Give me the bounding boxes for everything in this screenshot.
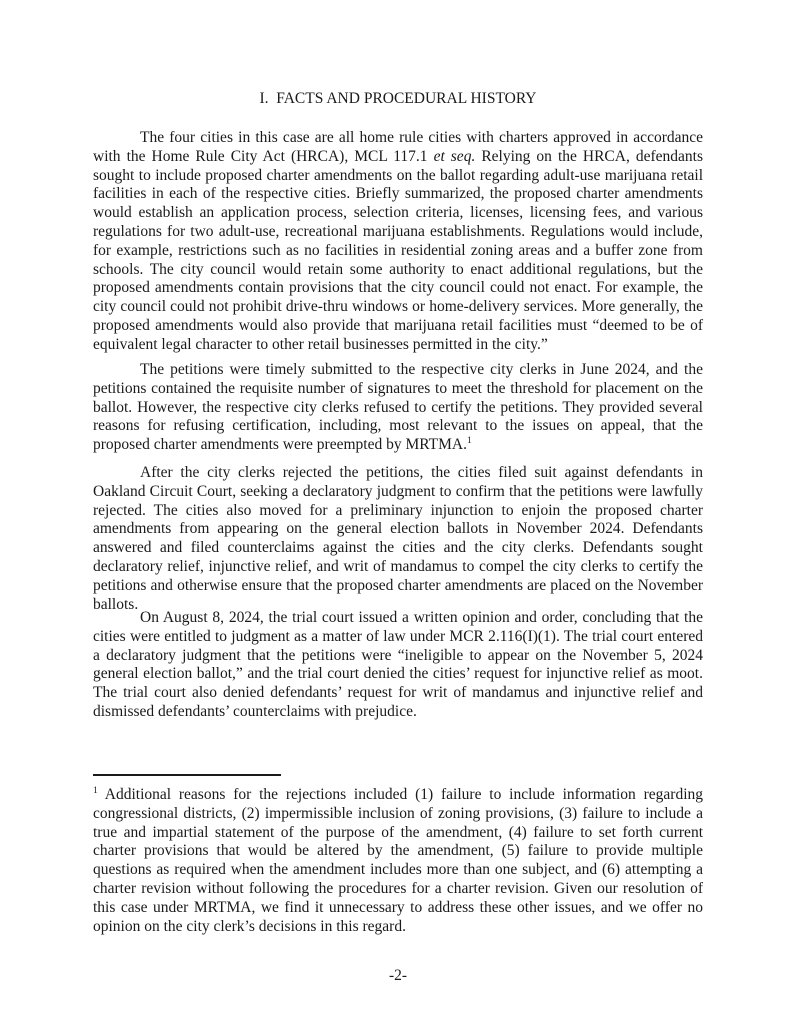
body-paragraph-2: The petitions were timely submitted to the respective city clerks in June 2024, and the petitions contained the requisite number of signatures to meet the threshold for placement on the ballot. However, the respective city clerks refused to certify the petitions. They provided several reasons for refusing certification, including, most relevant to the issues on appeal, that the proposed charter amendments were preempted by MRTMA.$^1$ [93, 361, 703, 454]
footnote-separator [93, 774, 281, 776]
body-paragraph-4: On August 8, 2024, the trial court issued a written opinion and order, concluding that the cities were entitled to judgment as a matter of law under MCR 2.116(I)(1). The trial court entered a declaratory judgment that the petitions were “ineligible to appear on the November 5, 2024 general election ballot,” and the trial court denied the cities’ request for injunctive relief as moot. The trial court also denied defendants’ request for writ of mandamus and injunctive relief and dismissed defendants’ counterclaims with prejudice. [93, 609, 703, 720]
page-number: -2- [388, 967, 408, 984]
body-paragraph-3: After the city clerks rejected the petitions, the cities filed suit against defendants in Oakland Circuit Court, seeking a declaratory judgment to confirm that the petitions were lawfully rejected. The cities also moved for a preliminary injunction to enjoin the proposed charter amendments from appearing on the general election ballots in November 2024. Defendants answered and filed counterclaims against the cities and the city clerks. Defendants sought declaratory relief, injunctive relief, and writ of mandamus to compel the city clerks to certify the petitions and otherwise ensure that the proposed charter amendments are placed on the November ballots. [93, 464, 703, 613]
body-paragraph-1: The four cities in this case are all home rule cities with charters approved in accordance with the Home Rule City Act (HRCA), MCL 117.1 et seq. Relying on the HRCA, defendants sought to include proposed charter amendments on the ballot regarding adult-use marijuana retail facilities in each of the respective cities. Briefly summarized, the proposed charter amendments would establish an application process, selection criteria, licenses, licensing fees, and various regulations for two adult-use, recreational marijuana establishments. Regulations would include, for example, restrictions such as no facilities in residential zoning areas and a buffer zone from schools. The city council would retain some authority to enact additional regulations, but the proposed amendments contain provisions that the city council could not enact. For example, the city council could not prohibit drive-thru windows or home-delivery services. More generally, the proposed amendments would also provide that marijuana retail facilities must “deemed to be of equivalent legal character to other retail businesses permitted in the city.” [93, 129, 703, 353]
footnote-1: $^1$ Additional reasons for the rejections included (1) failure to include information regarding congressional districts, (2) impermissible inclusion of zoning provisions, (3) failure to include a true and impartial statement of the purpose of the amendment, (4) failure to set forth current charter provisions that would be altered by the amendment, (5) failure to provide multiple questions as required when the amendment includes more than one subject, and (6) attempting a charter revision without following the procedures for a charter revision. Given our resolution of this case under MRTMA, we find it unnecessary to address these other issues, and we offer no opinion on the city clerk’s decisions in this regard. [93, 784, 703, 935]
section-heading: I. FACTS AND PROCEDURAL HISTORY [259, 90, 537, 107]
